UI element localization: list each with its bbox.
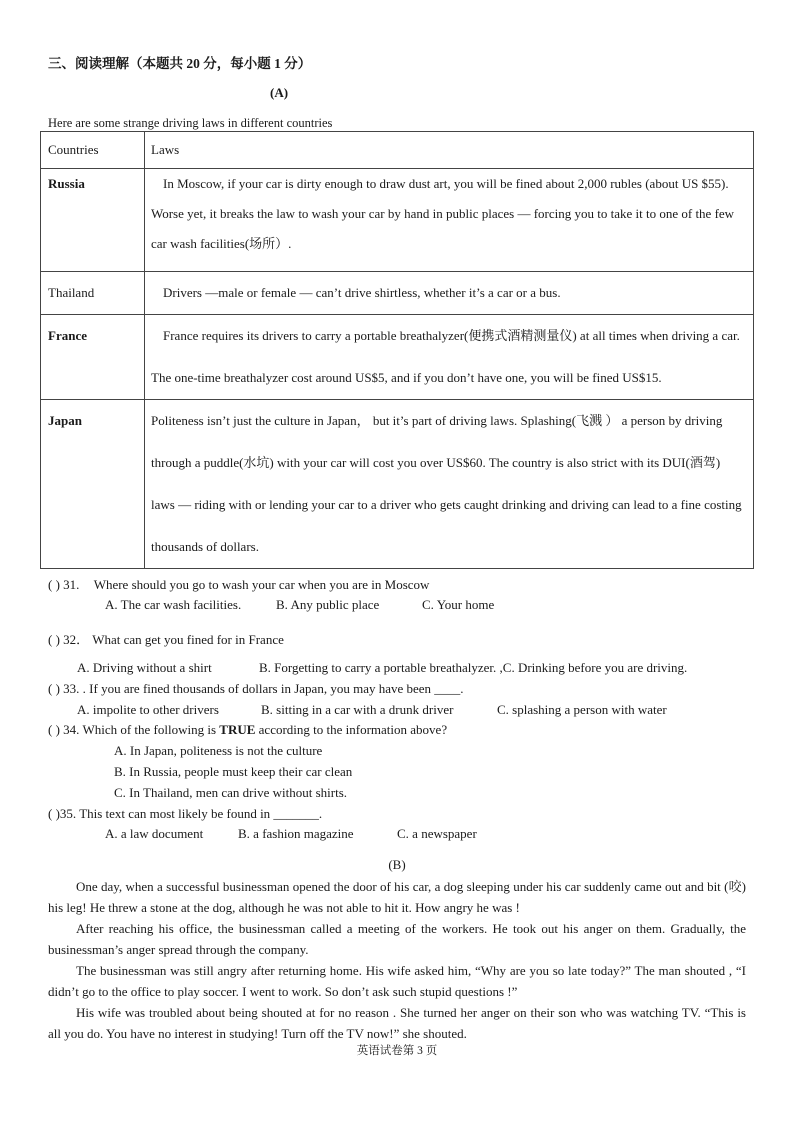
- table-header-row: [41, 132, 754, 169]
- question-text: What can get you fined for in France: [92, 632, 284, 647]
- passage-paragraph: One day, when a successful businessman opened the door of his car, a dog sleeping under his car suddenly came out and bit (咬) his leg! He threw a stone at the dog, although he was not able to hit it. How angry he was !: [48, 879, 746, 915]
- table-row: [41, 315, 754, 400]
- option-b-c: B. Forgetting to carry a portable breathalyzer. ,C. Drinking before you are driving.: [259, 660, 688, 675]
- passage-paragraph: The businessman was still angry after returning home. His wife asked him, “Why are you so late today?” The man shouted , “I didn’t go to the office to play soccer. I went to work. So don’t ask such stupid questions !”: [48, 963, 746, 999]
- passage-paragraph: After reaching his office, the businessman called a meeting of the workers. He took out his anger on them. Gradually, the businessman’s anger spread through the company.: [48, 921, 746, 957]
- answer-blank: ( ) 34.: [48, 722, 80, 737]
- law-text-japan: Politeness isn’t just the culture in Japan， but it’s part of driving laws. Splashing(飞溅 ） a person by driving through a puddle(水坑) with your car will cost you over US$60. The country is also strict with its DUI(酒驾) laws — riding with or lending your car to a driver who gets caught drinking and driving can lead to a fine costing thousands of dollars.: [145, 400, 754, 569]
- law-text-france: France requires its drivers to carry a portable breathalyzer(便携式酒精测量仪) at all times when driving a car. The one-time breathalyzer cost around US$5, and if you don’t have one, you will be fined US$15.: [151, 328, 740, 385]
- page-footer: 英语试卷第 3 页: [356, 1045, 438, 1057]
- law-text-russia: In Moscow, if your car is dirty enough to draw dust art, you will be fined about 2,000 rubles (about US $55). Worse yet, it breaks the law to wash your car by hand in public places — forcing you to take it to one of the few car wash facilities(场所）.: [151, 176, 735, 251]
- answer-blank: ( ) 32．: [48, 632, 90, 647]
- header-countries: Countries: [41, 132, 145, 169]
- question-text: This text can most likely be found in _______.: [79, 806, 323, 821]
- question-32: [48, 629, 284, 648]
- passage-paragraph: His wife was troubled about being shouted at for no reason . She turned her anger on their son who was watching TV. “This is all you do. You have no interest in studying! Turn off the TV now!” she shouted.: [48, 1005, 746, 1041]
- table-intro: Here are some strange driving laws in different countries: [48, 116, 333, 130]
- option-a: A. a law document: [105, 826, 204, 841]
- option-c: C. Your home: [422, 597, 495, 612]
- option-b: B. sitting in a car with a drunk driver: [261, 702, 454, 717]
- option-a: A. Driving without a shirt: [77, 660, 212, 675]
- law-text: [145, 169, 754, 272]
- question-text: If you are fined thousands of dollars in Japan, you may have been ____.: [89, 681, 464, 696]
- question-text: Where should you go to wash your car when you are in Moscow: [93, 577, 430, 592]
- question-34: [48, 722, 447, 738]
- part-b-label: (B): [388, 857, 406, 872]
- option-a: A. The car wash facilities.: [105, 597, 242, 612]
- answer-blank: ( ) 31.: [48, 577, 80, 592]
- option-c: C. a newspaper: [397, 826, 477, 841]
- question-31: [48, 577, 429, 593]
- question-33: [48, 681, 464, 697]
- table-row: [41, 400, 754, 569]
- law-text: [145, 315, 754, 400]
- option-b: B. In Russia, people must keep their car clean: [114, 764, 353, 779]
- question-text-before: Which of the following is: [82, 722, 217, 737]
- law-text-thailand: Drivers —male or female — can’t drive shirtless, whether it’s a car or a bus.: [163, 285, 561, 300]
- question-35: [48, 806, 322, 822]
- country-name: Japan: [41, 400, 145, 569]
- driving-laws-table: [40, 131, 754, 569]
- country-name: Russia: [41, 169, 145, 272]
- law-text: [145, 272, 754, 315]
- country-name: Thailand: [41, 272, 145, 315]
- option-c: C. In Thailand, men can drive without shirts.: [114, 785, 347, 800]
- question-text-emphasis: TRUE: [219, 722, 256, 737]
- option-b: B. Any public place: [276, 597, 380, 612]
- option-c: C. splashing a person with water: [497, 702, 667, 717]
- part-a-label: (A): [270, 85, 289, 100]
- country-name: France: [41, 315, 145, 400]
- answer-blank: ( )35.: [48, 806, 77, 821]
- section-title: 三、阅读理解（本题共 20 分，每小题 1 分）: [48, 56, 312, 71]
- option-a: A. In Japan, politeness is not the culture: [114, 743, 323, 758]
- question-text-after: according to the information above?: [258, 722, 448, 737]
- option-b: B. a fashion magazine: [238, 826, 354, 841]
- table-row: [41, 169, 754, 272]
- option-a: A. impolite to other drivers: [77, 702, 219, 717]
- table-row: [41, 272, 754, 315]
- header-laws: Laws: [145, 132, 754, 169]
- answer-blank: ( ) 33. .: [48, 681, 86, 696]
